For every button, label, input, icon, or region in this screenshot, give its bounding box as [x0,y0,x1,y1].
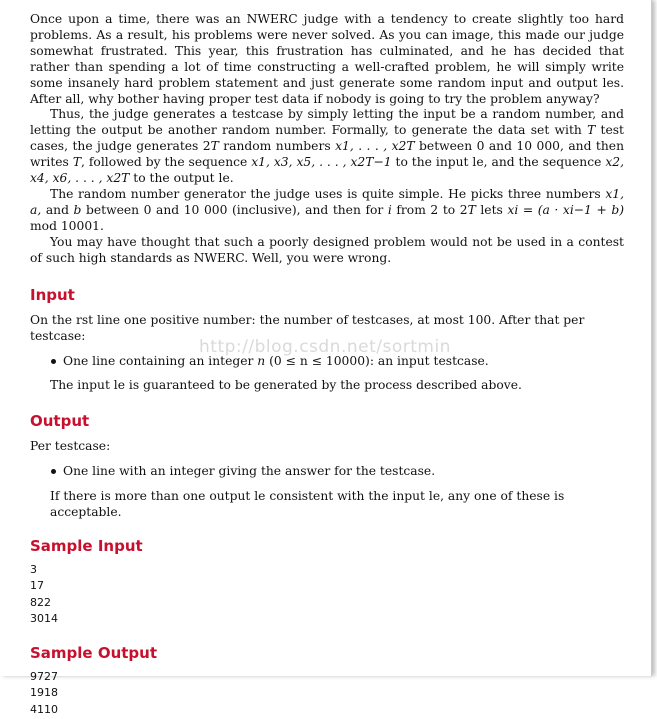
math-formula: xi = (a · xi−1 + b) [507,202,624,217]
statement-paragraph-4: You may have thought that such a poorly designed problem would not be used in a contest of such high standards as NWERC. Well, you were wrong. [30,234,624,265]
text-span: test cases, the judge generates 2 [30,123,624,154]
math-var: x1, a, [30,186,624,217]
sample-input-line: 3 [30,562,37,576]
text-span: and [41,202,74,217]
math-sequence: x2, x4, x6, . . . , x2T [30,155,624,186]
math-var: T [467,202,476,217]
sample-input-heading: Sample Input [30,536,143,555]
text-span: from 2 to 2 [391,202,468,217]
math-var: T [210,139,219,154]
text-span: Thus, the judge generates a testcase by simply letting the input be a random number, and letting the output be another random number. Formally, to generate the data set with [30,107,624,138]
text-span: to the output le. [129,171,234,186]
problem-statement [30,12,624,267]
statement-paragraph-3 [30,187,624,235]
math-var: n [257,353,266,368]
sample-output-heading: Sample Output [30,643,158,662]
statement-paragraph-2 [30,107,624,187]
math-sequence: x1, . . . , x2T [335,139,415,154]
statement-paragraph-1: Once upon a time, there was an NWERC judge with a tendency to create slightly too hard problems. As a result, his problems were never solved. As you can image, this made our judge somewhat frustrated. This year, this frustration has culminated, and he has decided that rather than spending a lot of time constructing a well-crafted problem, he will simply write some insanely hard problem statement and just generate some random input and output les. After all, why bother having proper test data if nobody is going to try the problem anyway? [30,12,624,106]
text-span: One line containing an integer [63,353,258,368]
input-note: The input le is guaranteed to be generated by the process described above. [50,377,522,392]
sample-input-block [30,562,624,628]
output-description: Per testcase: [30,438,111,453]
input-description: On the rst line one positive number: the number of testcases, at most 100. After that per testcase: [30,312,585,343]
text-span: to the input le, and the sequence [391,155,606,170]
math-var: T [72,155,82,170]
output-note: If there is more than one output le consistent with the input le, any one of these is acceptable. [50,488,565,519]
math-var: i [387,202,392,217]
sample-output-line: 1918 [30,686,58,700]
sample-output-line: 4110 [30,703,58,717]
text-span: lets [475,202,508,217]
text-span: random numbers [218,139,336,154]
text-span: between 0 and 10 000, and then writes [30,139,624,170]
sample-input-line: 3014 [30,612,58,626]
sample-output-block [30,669,624,719]
text-span: , followed by the sequence [81,155,252,170]
text-span: between 0 and 10 000 (inclusive), and then for [81,202,388,217]
sample-input-line: 822 [30,595,51,609]
output-list [30,463,624,479]
sample-output-line: 9727 [30,669,58,683]
problem-content [30,12,624,719]
output-heading: Output [30,411,90,430]
math-var: T [587,123,596,138]
math-sequence: x1, x3, x5, . . . , x2T−1 [251,155,392,170]
text-span: mod 10001. [30,218,104,233]
math-var: b [73,202,82,217]
sample-input-line: 17 [30,579,44,593]
math-range: (0 ≤ n ≤ 10000) [265,353,370,368]
blog-watermark: http://blog.csdn.net/sortmin [199,337,451,357]
text-span: : an input testcase. [369,353,489,368]
text-span: The random number generator the judge uses is quite simple. He picks three numbers [50,186,606,201]
input-heading: Input [30,285,75,304]
output-list-item: One line with an integer giving the answer for the testcase. [30,463,624,479]
